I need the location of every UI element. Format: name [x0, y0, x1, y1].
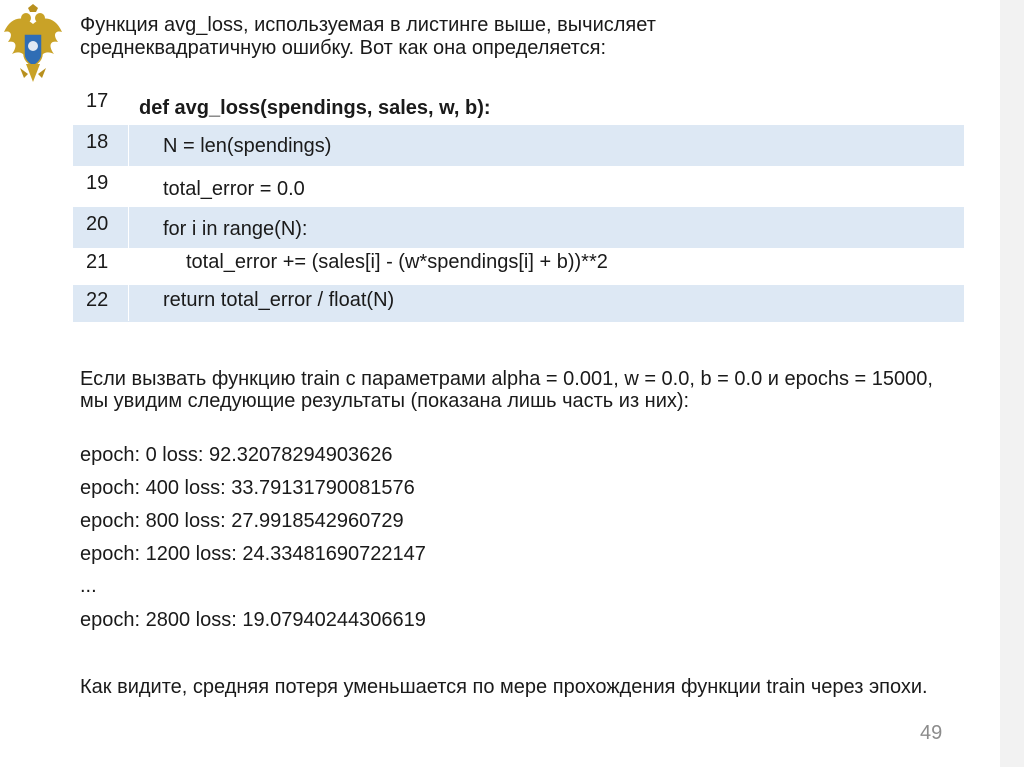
intro-paragraph: Функция avg_loss, используемая в листинге выше, вычисляет среднеквадратичную ошибку. Вот как она определяется: [80, 14, 656, 59]
line-number: 21 [86, 251, 109, 273]
page-number: 49 [920, 722, 943, 744]
line-number: 20 [86, 213, 109, 235]
results-intro-paragraph: Если вызвать функцию train с параметрами alpha = 0.001, w = 0.0, b = 0.0 и epochs = 15000, мы увидим следующие результаты (показана лишь часть из них): [80, 368, 933, 412]
result-line: ... [80, 575, 97, 597]
emblem-logo-icon [2, 4, 64, 86]
code-row [73, 166, 964, 207]
line-number: 18 [86, 131, 109, 153]
result-line: epoch: 0 loss: 92.32078294903626 [80, 444, 393, 466]
result-line: epoch: 1200 loss: 24.33481690722147 [80, 543, 426, 565]
right-decorative-stripe [1000, 0, 1024, 767]
result-line: epoch: 800 loss: 27.9918542960729 [80, 510, 404, 532]
code-text: total_error += (sales[i] - (w*spendings[i] + b))**2 [186, 251, 608, 273]
code-text: def avg_loss(spendings, sales, w, b): [139, 97, 491, 119]
code-text: for i in range(N): [163, 218, 308, 240]
conclusion-paragraph: Как видите, средняя потеря уменьшается по мере прохождения функции train через эпохи. [80, 676, 928, 698]
code-listing [73, 86, 964, 322]
code-row [73, 207, 964, 248]
line-number: 19 [86, 172, 109, 194]
line-number: 17 [86, 90, 109, 112]
result-line: epoch: 400 loss: 33.79131790081576 [80, 477, 415, 499]
result-line: epoch: 2800 loss: 19.07940244306619 [80, 609, 426, 631]
code-row [73, 248, 964, 285]
code-row [73, 86, 964, 125]
code-text: total_error = 0.0 [163, 178, 305, 200]
table-column-divider [128, 125, 129, 321]
code-row [73, 285, 964, 322]
line-number: 22 [86, 289, 109, 311]
code-row [73, 125, 964, 166]
code-text: return total_error / float(N) [163, 289, 395, 311]
code-text: N = len(spendings) [163, 135, 332, 157]
